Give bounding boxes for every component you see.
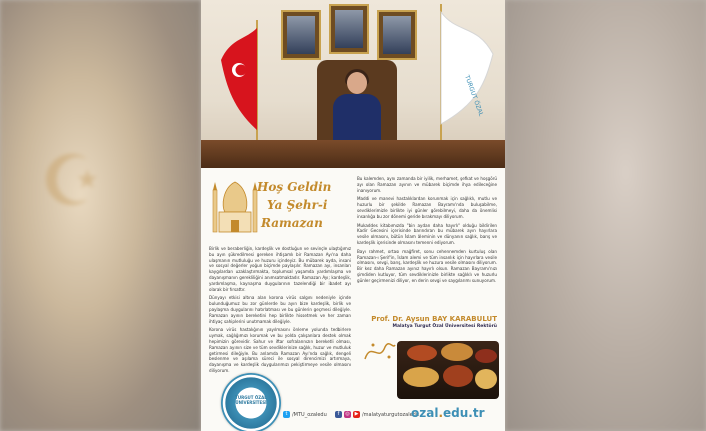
food-plate bbox=[443, 365, 473, 387]
website-dot: . bbox=[438, 406, 444, 420]
mosque-illustration-icon bbox=[211, 176, 259, 238]
headline-line3: Ramazan bbox=[261, 216, 323, 230]
right-paragraph: Maddi ve manevi hastalıklardan korunmak için sağlıklı, mutlu ve huzurlu bir şekilde Ramazan Bayramı'nda buluşabilme, sevdiklerimizle birlikte iyi günler görebilmeyi, daha da önemlisi insanlığa bu zor dönemi geride bırakmayı diliyorum. bbox=[357, 196, 497, 219]
blurred-background-right bbox=[505, 0, 706, 431]
twitter-icon: t bbox=[283, 411, 290, 418]
portrait-frame-right bbox=[377, 10, 417, 60]
food-plate bbox=[475, 369, 497, 389]
svg-text:TURGUT ÖZAL: TURGUT ÖZAL bbox=[463, 74, 485, 118]
left-paragraph: Dünyayı etkisi altına alan korona virüs salgını nedeniyle içinde bulunduğumuz bu zor günlerde bu ayın bize kardeşlik, birlik ve paylaşma duygularını hatırlatması ve bu günlerin geçmesi dileğiyle. Ramazan ayının bereketini hep birlikte hissetmek ve her zaman ihtiyaç sahiplerini unutmamak dileğiyle. bbox=[209, 295, 351, 324]
seal-text: TURGUT ÖZAL ÜNİVERSİTESİ bbox=[235, 395, 267, 405]
right-paragraph: Bu kalemden, aynı zamanda bir iyilik, merhamet, şefkat ve hoşgörü ayı olan Ramazan ayının ve mübarek biçimde ihya edileceğine inanıyorum. bbox=[357, 176, 497, 193]
right-paragraph: Mukaddes kitabımızda "bin aydan daha hayırlı" olduğu bildirilen Kadir Gecesini içerisinde barındıran bu mübarek ayın hayırlara vesile olmasını, bütün İslam âleminin ve dünyanın sağlık, barış ve kardeşlik içerisinde olmasını temenni ediyorum. bbox=[357, 222, 497, 245]
mosque-icon: ☪ bbox=[40, 140, 103, 222]
website-link[interactable] bbox=[411, 406, 485, 420]
food-plate bbox=[475, 349, 497, 363]
left-paragraph: Birlik ve beraberliğin, kardeşlik ve dostluğun ve sevinçle ulaştığımız bu ayın şükredilmesi gereken ihtişamlı bir Ramazan Ayı'na daha ulaşmanın mutluluğu ve huzuru içindeyiz. Bu mübarek ayda, insani ve sosyal değerler yoğun biçimde paylaşılır. Ramazan ayı, insanları kaygılardan uzaklaştırmakta, toplumsal yaşamda yardımlaşma ve dayanışmanın gerekliliğini anımsatmaktadır. Ramazan Ayı; kardeşlik, yardımlaşma, kaynaşma duygularının tazelendiği bir ibadet ayı olarak bir fırsattır. bbox=[209, 246, 351, 292]
signature-title: Malatya Turgut Özal Üniversitesi Rektörü bbox=[392, 324, 497, 329]
right-column bbox=[357, 176, 497, 287]
left-column bbox=[209, 246, 351, 377]
facebook-icon: f bbox=[335, 411, 342, 418]
portrait-frame-center bbox=[329, 4, 369, 54]
university-flag-icon bbox=[437, 4, 497, 144]
headline-line2: Ya Şehr-i bbox=[267, 198, 328, 212]
rector-figure bbox=[329, 72, 385, 144]
right-paragraph: Bayı rahmet, ortası mağfiret, sonu cehennemden kurtuluş olan Ramazan-ı Şerif'in, İslam alemi ve tüm insanlık için hayırlara vesile olmasını, sevgi, barış, kardeşlik ve huzura vesile olmasını diliyorum. Bir kez daha Ramazan ayınız hayırlı olsun. Ramazan Bayramı'nızı şimdiden kutluyor, tüm sevdiklerinizle birlikte sağlıklı ve huzurlu günler geçirmenizi diliyor, en derin sevgi ve saygılarımı sunuyorum. bbox=[357, 248, 497, 283]
office-photo bbox=[201, 0, 505, 168]
iftar-table-image bbox=[357, 333, 499, 399]
twitter-handle: /MTU_ozaledu bbox=[292, 411, 327, 418]
website-tld: edu.tr bbox=[443, 406, 485, 420]
signature-block bbox=[357, 315, 497, 329]
instagram-icon: ◎ bbox=[345, 411, 350, 417]
headline-line1: Hoş Geldin bbox=[257, 180, 332, 194]
university-seal-icon bbox=[221, 373, 281, 431]
newspaper-page bbox=[201, 0, 505, 431]
blurred-background-left bbox=[0, 0, 201, 431]
portrait-frame-left bbox=[281, 10, 321, 60]
headline-block bbox=[211, 176, 351, 246]
signature-name: Prof. Dr. Aysun BAY KARABULUT bbox=[371, 315, 497, 323]
social-twitter[interactable] bbox=[283, 411, 327, 418]
social-accounts[interactable] bbox=[335, 411, 419, 418]
turkish-flag-icon bbox=[217, 20, 259, 150]
youtube-icon: ▶ bbox=[354, 411, 359, 417]
website-main: ozal bbox=[411, 406, 439, 420]
food-plate bbox=[441, 343, 473, 361]
office-desk bbox=[201, 140, 505, 168]
food-plate bbox=[403, 367, 439, 387]
social-handle: /malatyaturgutozaledu bbox=[362, 411, 420, 418]
left-paragraph: Korona virüs hastalığının yayılmasını önleme yolunda tedbirlere uymak, sağlığımızı korumak ve bu yolda çalışanlara destek olmak hepimizin görevidir. Sahur ve iftar sofralarınızın bereketli olması, Ramazan ayının size ve tüm sevdiklerinize sağlık, huzur ve mutluluk getirmesi dileğiyle. Bu anlamda Ramazan Ayı'nda sağlık, dengeli beslenme ve aşılama süreci ile sosyal direncimizi artırmaya, dayanışma ve kardeşlik duygularımızı pekiştirmeye vesile olmasını diliyorum. bbox=[209, 327, 351, 373]
calligraphy-icon bbox=[363, 337, 397, 365]
food-plate bbox=[407, 345, 437, 361]
